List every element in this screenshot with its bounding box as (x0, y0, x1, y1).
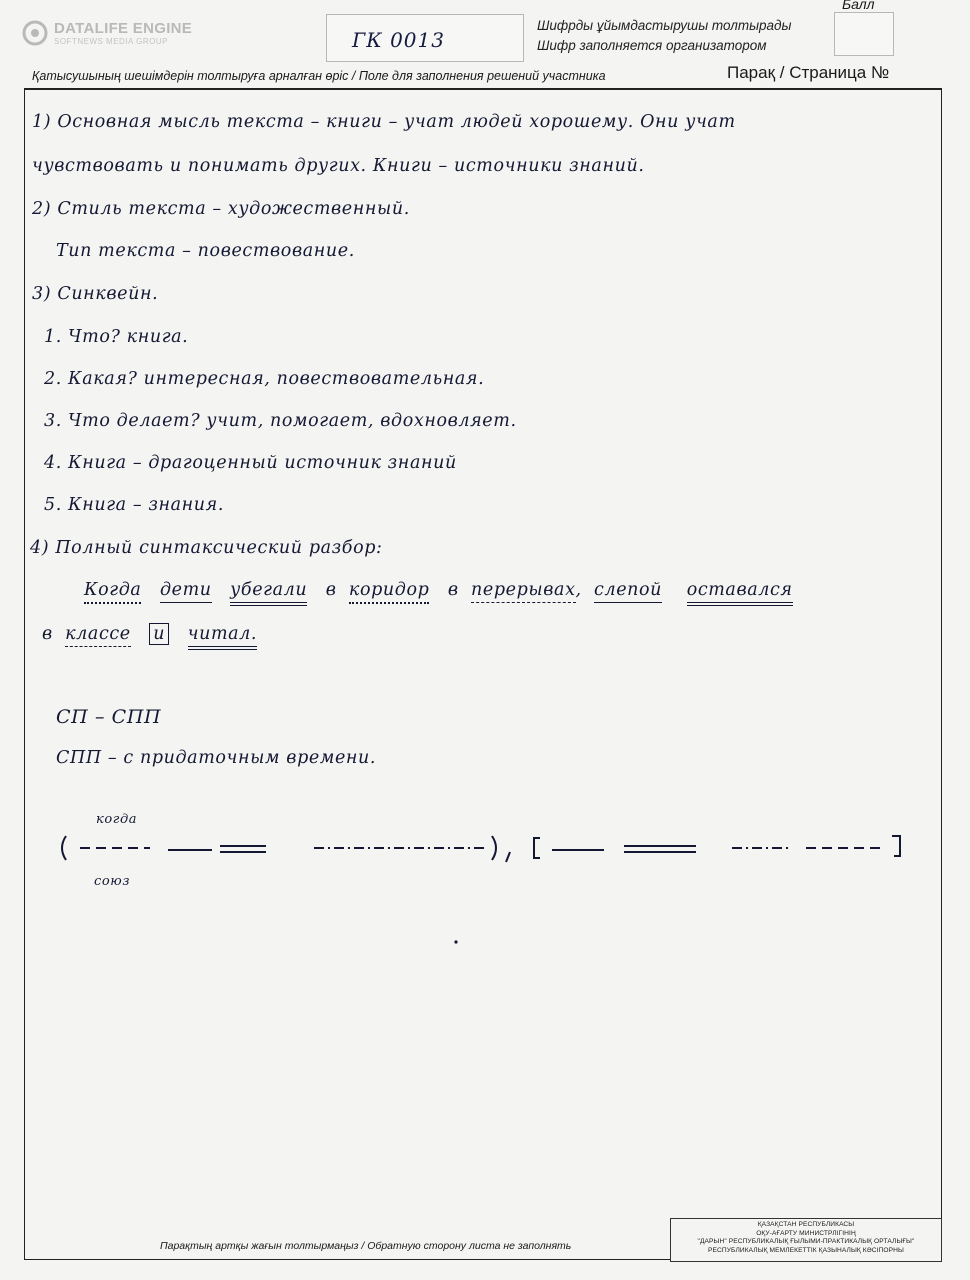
schema-open-paren (62, 836, 66, 860)
answer-line-10: 5. Книга – знания. (44, 495, 225, 515)
sentence-word: перерывах (471, 580, 576, 603)
sentence-word: в (325, 580, 337, 600)
stamp-line: ҚАЗАҚСТАН РЕСПУБЛИКАСЫ (757, 1221, 855, 1228)
cipher-value: ГК 0013 (352, 28, 445, 52)
answer-line-8: 3. Что делает? учит, помогает, вдохновляет. (44, 411, 517, 431)
sentence-type-line: СП – СПП (56, 706, 162, 728)
organizer-stamp (670, 1218, 942, 1262)
answer-line-2: чувствовать и понимать других. Книги – источники знаний. (32, 156, 645, 176)
stamp-line: "ДАРЫН" РЕСПУБЛИКАЛЫҚ ҒЫЛЫМИ-ПРАКТИКАЛЫҚ ОРТАЛЫҒЫ" (697, 1238, 915, 1245)
schema-open-bracket (534, 838, 540, 858)
footer-note: Парақтың артқы жағын толтырмаңыз / Обратную сторону листа не заполнять (160, 1240, 572, 1252)
schema-conjunction-word: когда (96, 812, 138, 827)
answer-line-5: 3) Синквейн. (32, 284, 159, 304)
stamp-line: РЕСПУБЛИКАЛЫҚ МЕМЛЕКЕТТІК ҚАЗЫНАЛЫҚ КӘСІПОРНЫ (708, 1246, 904, 1254)
cipher-note-kz: Шифрды ұйымдастырушы толтырады (537, 18, 792, 33)
answer-line-9: 4. Книга – драгоценный источник знаний (44, 453, 457, 473)
sentence-comma: , (575, 580, 582, 600)
stamp-line: ОҚУ-АҒАРТУ МИНИСТРЛІГІНІҢ (756, 1229, 856, 1237)
schema-comma (506, 852, 510, 862)
sentence-word: Когда (84, 580, 141, 604)
sentence-subtype-line: СПП – с придаточным времени. (56, 748, 377, 768)
score-label: Балл (842, 0, 875, 12)
answer-field-label: Қатысушының шешімдерін толтыруға арналған өріс / Поле для заполнения решений участника (32, 69, 606, 83)
ink-dot (454, 940, 457, 943)
cipher-note-ru: Шифр заполняется организатором (537, 38, 767, 53)
answer-line-11: 4) Полный синтаксический разбор: (30, 538, 383, 558)
sentence-word: классе (65, 624, 131, 647)
sentence-word: читал. (188, 624, 258, 650)
sentence-word: оставался (687, 580, 793, 606)
answer-line-1: 1) Основная мысль текста – книги – учат людей хорошему. Они учат (32, 112, 736, 132)
schema-union-label: союз (94, 874, 131, 889)
sentence-word: коридор (349, 580, 430, 604)
sentence-word: слепой (594, 580, 662, 603)
answer-line-7: 2. Какая? интересная, повествовательная. (44, 369, 485, 389)
schema-close-bracket (892, 836, 900, 856)
sentence-word: дети (160, 580, 212, 603)
schema-close-paren (492, 836, 496, 860)
sentence-conjunction-box: и (149, 623, 169, 645)
sentence-word: убегали (230, 580, 307, 606)
answer-line-6: 1. Что? книга. (44, 327, 189, 347)
watermark-title: DATALIFE ENGINE (54, 20, 193, 37)
answer-line-3: 2) Стиль текста – художественный. (32, 199, 410, 219)
sentence-word: в (447, 580, 459, 600)
page-number-label: Парақ / Страница № (727, 63, 890, 82)
sentence-word: в (42, 624, 53, 644)
answer-line-4: Тип текста – повествование. (56, 241, 355, 261)
watermark-subtitle: SOFTNEWS MEDIA GROUP (54, 37, 169, 46)
